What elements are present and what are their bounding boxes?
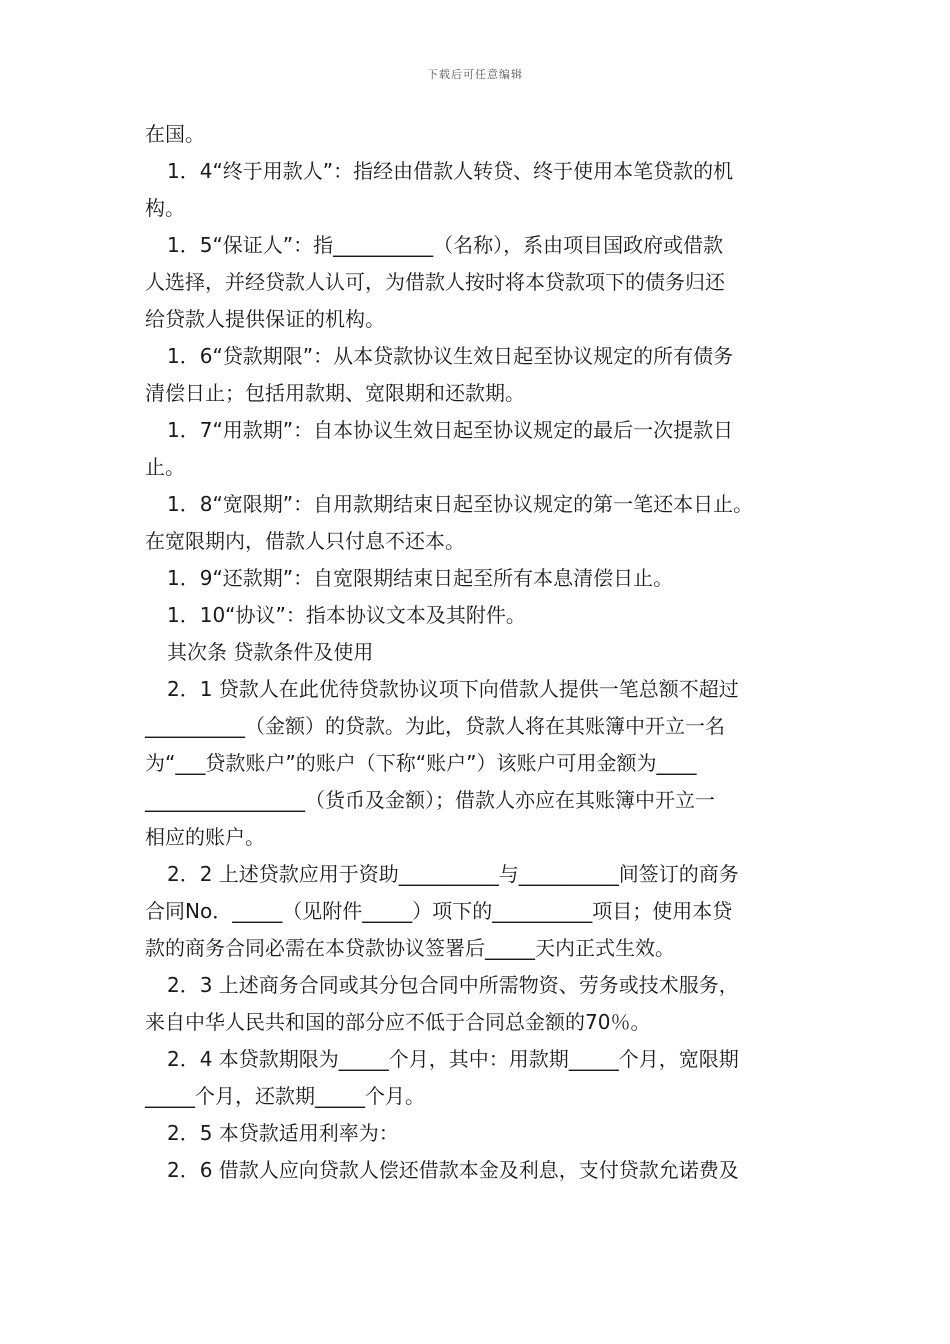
- text-line: 止。: [145, 455, 185, 479]
- text-line: 2．2 上述贷款应用于资助__________与__________间签订的商务: [167, 862, 739, 886]
- text-line: 给贷款人提供保证的机构。: [145, 307, 385, 331]
- text-line: 款的商务合同必需在本贷款协议签署后_____天内正式生效。: [145, 936, 675, 960]
- text-line: 为“___贷款账户”的账户（下称“账户”）该账户可用金额为____: [145, 751, 697, 775]
- text-line: 清偿日止；包括用款期、宽限期和还款期。: [145, 381, 525, 405]
- text-line: 1．4“终于用款人”：指经由借款人转贷、终于使用本笔贷款的机: [167, 159, 734, 183]
- text-line: 相应的账户。: [145, 825, 265, 849]
- text-line: 人选择，并经贷款人认可，为借款人按时将本贷款项下的债务归还: [145, 270, 725, 294]
- text-line: 在国。: [145, 122, 205, 146]
- text-line: 合同No．_____（见附件_____）项下的__________项目；使用本贷: [145, 899, 733, 923]
- text-line: __________（金额）的贷款。为此，贷款人将在其账簿中开立一名: [145, 714, 725, 738]
- text-line: 2．3 上述商务合同或其分包合同中所需物资、劳务或技术服务，: [167, 973, 739, 997]
- text-line: 1．5“保证人”：指__________（名称），系由项目国政府或借款: [167, 233, 724, 257]
- text-line: 1．8“宽限期”：自用款期结束日起至协议规定的第一笔还本日止。: [167, 492, 754, 516]
- text-line: _____个月，还款期_____个月。: [145, 1084, 425, 1108]
- text-line: 1．6“贷款期限”：从本贷款协议生效日起至协议规定的所有债务: [167, 344, 734, 368]
- text-line: 其次条 贷款条件及使用: [167, 640, 374, 664]
- text-line: 2．4 本贷款期限为_____个月，其中：用款期_____个月，宽限期: [167, 1047, 739, 1071]
- text-line: 1．9“还款期”：自宽限期结束日起至所有本息清偿日止。: [167, 566, 674, 590]
- text-line: 2．6 借款人应向贷款人偿还借款本金及利息，支付贷款允诺费及: [167, 1158, 739, 1182]
- text-line: 1．10“协议”：指本协议文本及其附件。: [167, 603, 526, 627]
- text-line: ________________（货币及金额）；借款人亦应在其账簿中开立一: [145, 788, 715, 812]
- text-line: 在宽限期内，借款人只付息不还本。: [145, 529, 465, 553]
- text-line: 构。: [145, 196, 185, 220]
- page-header: 下载后可任意编辑: [427, 68, 523, 81]
- text-line: 1．7“用款期”：自本协议生效日起至协议规定的最后一次提款日: [167, 418, 734, 442]
- text-line: 2．1 贷款人在此优待贷款协议项下向借款人提供一笔总额不超过: [167, 677, 739, 701]
- text-line: 来自中华人民共和国的部分应不低于合同总金额的70％。: [145, 1010, 651, 1034]
- text-line: 2．5 本贷款适用利率为：: [167, 1121, 399, 1145]
- document-body: [145, 116, 810, 1189]
